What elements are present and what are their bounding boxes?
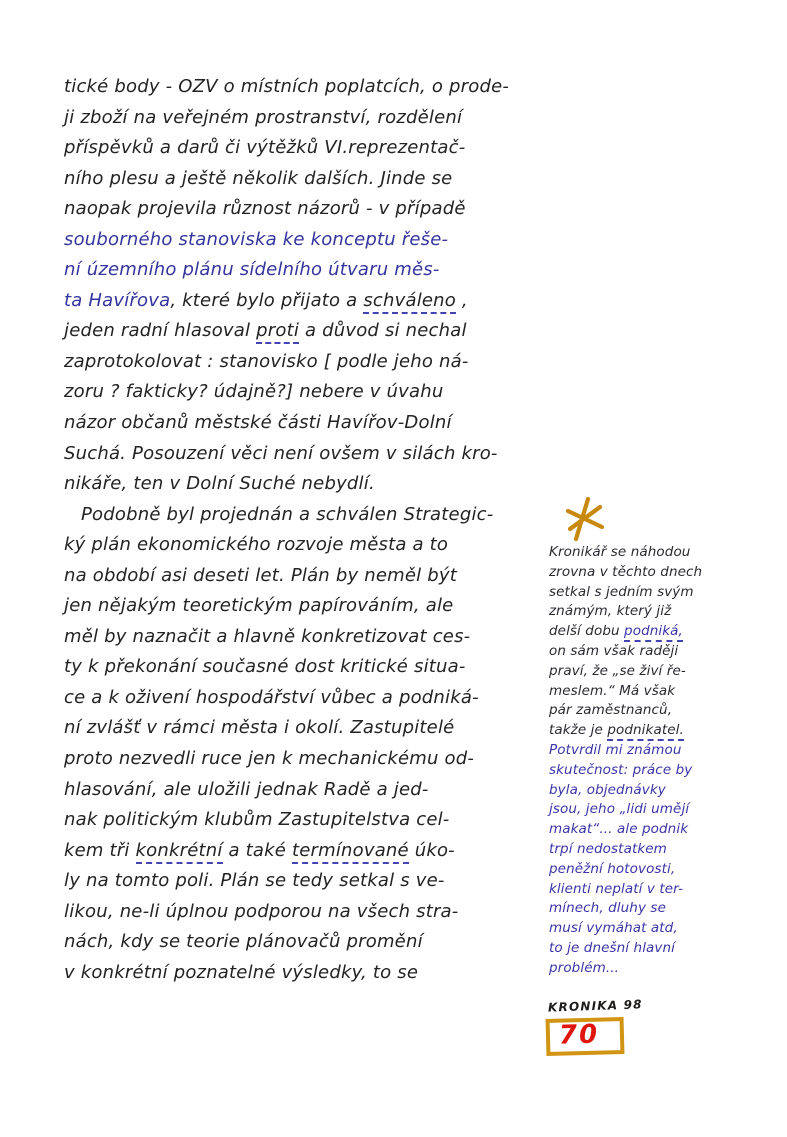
text-line: [549, 820, 785, 840]
text-segment: názor občanů městské části Havířov-Dolní: [64, 412, 452, 434]
text-segment: byla, objednávky: [549, 781, 666, 798]
text-segment: proto nezvedli ruce jen k mechanickému od-: [64, 748, 475, 770]
text-segment: nách, kdy se teorie plánovačů promění: [64, 931, 423, 953]
text-line: [549, 642, 785, 662]
text-line: [64, 255, 556, 286]
text-line: [549, 602, 785, 622]
text-segment: ji zboží na veřejném prostranství, rozdělení: [64, 106, 463, 128]
text-segment: meslem.“ Má však: [549, 682, 676, 699]
text-segment: ce a k oživení hospodářství vůbec a podniká-: [64, 686, 479, 708]
text-segment: na období asi deseti let. Plán by neměl být: [64, 564, 457, 586]
text-segment: ly na tomto poli. Plán se tedy setkal s ve-: [64, 870, 445, 892]
text-segment: a také: [222, 839, 292, 861]
text-segment: ního plesu a ještě několik dalších. Jinde se: [64, 167, 453, 189]
underlined-word: schváleno: [363, 290, 456, 314]
text-segment: peněžní hotovosti,: [549, 860, 676, 877]
text-line: [64, 530, 556, 561]
underlined-word: proti: [256, 320, 299, 344]
text-segment: Podobně byl projednán a schválen Strategic-: [81, 503, 494, 525]
text-line: [549, 622, 785, 642]
text-line: [549, 800, 785, 820]
text-line: [64, 622, 556, 653]
underlined-word: podnikatel.: [607, 722, 684, 741]
kronika-label: KRONIKA 98: [547, 997, 643, 1015]
text-segment: v konkrétní poznatelné výsledky, to se: [64, 961, 419, 983]
page-number-box: [546, 1017, 625, 1056]
text-line: [549, 899, 785, 919]
text-line: [64, 561, 556, 592]
underlined-word: termínované: [292, 840, 409, 864]
page-number: 70: [558, 1019, 600, 1051]
text-line: [64, 408, 556, 439]
underlined-word: konkrétní: [136, 840, 223, 864]
text-line: [64, 500, 556, 531]
text-line: [64, 591, 556, 622]
text-segment: kem tři: [64, 839, 136, 861]
text-segment: jeden radní hlasoval: [64, 320, 257, 342]
text-segment: likou, ne-li úplnou podporou na všech stra-: [64, 900, 459, 922]
text-line: [64, 72, 556, 103]
text-segment: tické body - OZV o místních poplatcích, o prode-: [64, 76, 510, 97]
text-line: [549, 860, 785, 880]
text-segment: setkal s jedním svým: [549, 583, 694, 600]
text-line: [64, 194, 556, 225]
text-line: [549, 583, 785, 603]
text-segment: ní územního plánu sídelního útvaru měs-: [64, 259, 440, 281]
underlined-word: podniká,: [624, 623, 683, 642]
text-segment: naopak projevila různost názorů - v případě: [64, 198, 466, 220]
text-segment: ký plán ekonomického rozvoje města a to: [64, 534, 449, 556]
text-segment: a důvod si nechal: [299, 320, 467, 342]
text-segment: on sám však raději: [549, 642, 679, 659]
text-segment: delší dobu: [549, 623, 625, 640]
text-line: [64, 377, 556, 408]
text-line: [549, 959, 785, 979]
text-segment: praví, že „se živí ře-: [549, 662, 686, 679]
text-segment: nikáře, ten v Dolní Suché nebydlí.: [64, 473, 375, 495]
text-line: [549, 840, 785, 860]
text-line: [549, 543, 785, 563]
text-line: [64, 347, 556, 378]
text-segment: mínech, dluhy se: [549, 900, 666, 917]
text-segment: klienti neplatí v ter-: [549, 880, 684, 897]
text-line: [64, 225, 556, 256]
text-segment: hlasování, ale uložili jednak Radě a jed-: [64, 778, 429, 800]
text-line: [64, 652, 556, 683]
text-line: [64, 439, 556, 470]
text-line: [549, 563, 785, 583]
text-segment: zoru ? fakticky? údajně?] nebere v úvahu: [64, 381, 444, 403]
text-line: [64, 744, 556, 775]
text-segment: Kronikář se náhodou: [549, 544, 691, 560]
text-segment: , které bylo přijato a: [170, 289, 364, 311]
text-line: [64, 683, 556, 714]
text-line: [64, 286, 556, 317]
text-segment: jen nějakým teoretickým papírováním, ale: [64, 595, 454, 617]
text-line: [549, 741, 785, 761]
text-segment: zaprotokolovat : stanovisko [ podle jeho ná-: [64, 350, 469, 372]
text-segment: ní zvlášť v rámci města i okolí. Zastupitelé: [64, 717, 455, 739]
text-segment: Potvrdil mi známou: [549, 741, 682, 758]
text-segment: jsou, jeho „lidi umějí: [549, 801, 690, 818]
text-line: [549, 721, 785, 741]
text-segment: to je dnešní hlavní: [549, 939, 676, 956]
text-segment: makat“... ale podnik: [549, 821, 689, 838]
text-line: [549, 682, 785, 702]
text-line: [64, 469, 556, 500]
text-line: [64, 103, 556, 134]
margin-annotation: [549, 543, 785, 979]
text-line: [64, 836, 556, 867]
text-line: [64, 713, 556, 744]
text-segment: ta Havířova: [64, 289, 171, 311]
text-line: [549, 662, 785, 682]
text-line: [549, 939, 785, 959]
text-segment: známým, který již: [549, 603, 672, 620]
text-segment: Suchá. Posouzení věci není ovšem v silách kro-: [64, 442, 498, 464]
text-line: [64, 775, 556, 806]
text-line: [64, 958, 556, 989]
text-line: [549, 781, 785, 801]
text-line: [64, 866, 556, 897]
text-line: [64, 927, 556, 958]
text-line: [64, 897, 556, 928]
text-line: [549, 761, 785, 781]
text-segment: příspěvků a darů či výtěžků VI.reprezentač-: [64, 137, 466, 159]
text-segment: musí vymáhat atd,: [549, 920, 678, 937]
asterisk-icon: [563, 496, 607, 542]
text-line: [549, 919, 785, 939]
main-text-column: [64, 72, 556, 988]
text-segment: souborného stanoviska ke konceptu řeše-: [64, 228, 449, 250]
text-line: [549, 701, 785, 721]
text-segment: trpí nedostatkem: [549, 840, 667, 857]
text-line: [64, 805, 556, 836]
text-segment: ty k překonání současné dost kritické situa-: [64, 656, 466, 678]
text-segment: problém...: [549, 959, 620, 976]
text-segment: ,: [456, 289, 468, 311]
text-segment: úko-: [408, 839, 455, 861]
text-line: [549, 880, 785, 900]
text-segment: pár zaměstnanců,: [549, 702, 673, 719]
text-segment: měl by naznačit a hlavně konkretizovat ces-: [64, 625, 471, 647]
text-line: [64, 164, 556, 195]
text-segment: skutečnost: práce by: [549, 761, 693, 778]
text-segment: takže je: [549, 722, 608, 739]
text-segment: nak politickým klubům Zastupitelstva cel-: [64, 809, 450, 831]
text-segment: zrovna v těchto dnech: [549, 563, 703, 580]
text-line: [64, 133, 556, 164]
text-line: [64, 316, 556, 347]
